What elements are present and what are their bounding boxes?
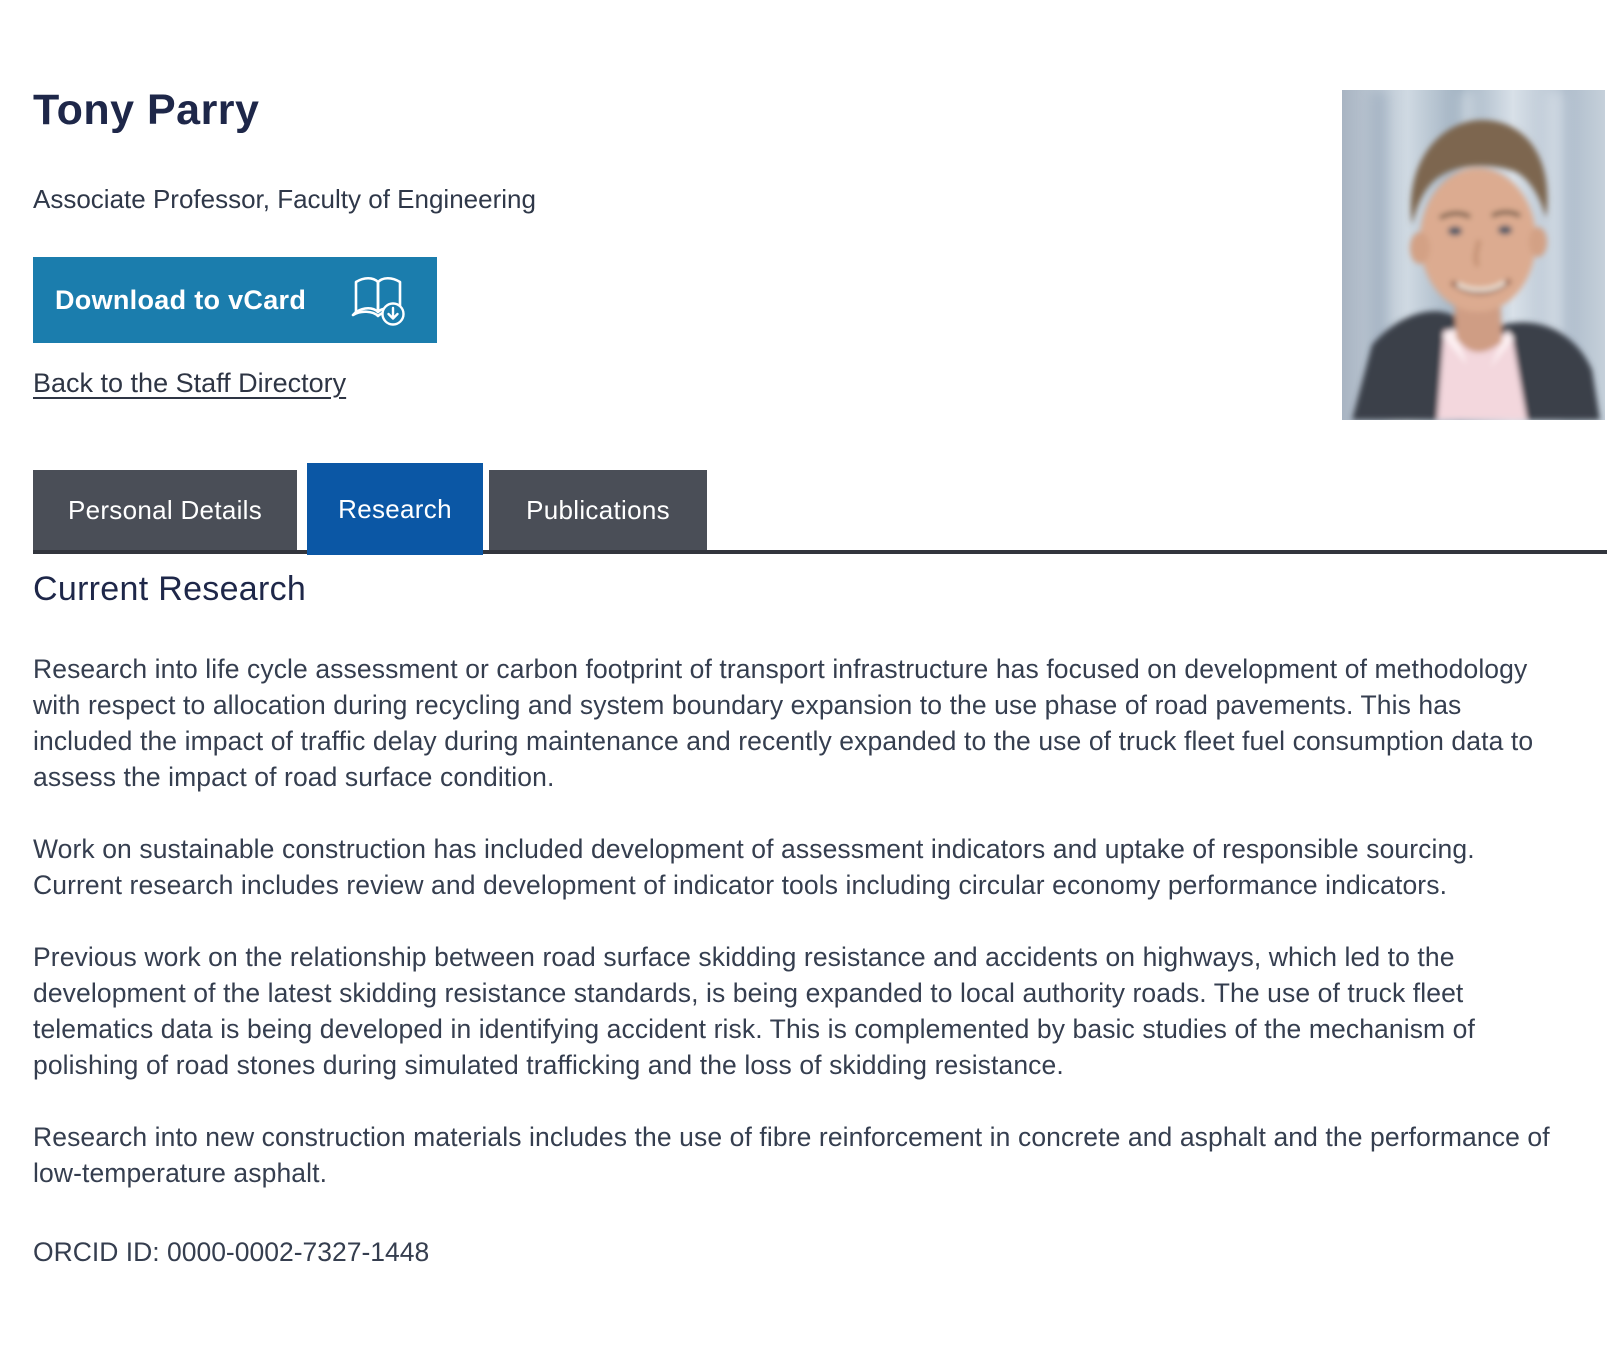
research-paragraph: Research into new construction materials includes the use of fibre reinforcement in concrete and asphalt and the performance of low-temperature asphalt. [33,1122,1550,1188]
profile-photo [1342,90,1605,420]
research-paragraph: Research into life cycle assessment or carbon footprint of transport infrastructure has focused on development of methodology with respect to allocation during recycling and system boundary expansion to the use phase of road pavements. This has included the impact of traffic delay during maintenance and recently expanded to the use of truck fleet fuel consumption data to assess the impact of road surface condition. [33,654,1534,792]
section-heading: Current Research [33,570,307,608]
download-vcard-button[interactable] [33,257,437,343]
back-to-staff-directory-link[interactable]: Back to the Staff Directory [33,368,347,398]
vcard-book-download-icon [351,274,409,326]
profile-role: Associate Professor, Faculty of Engineering [33,184,536,214]
orcid-id: ORCID ID: 0000-0002-7327-1448 [33,1237,430,1267]
tabbar-underline [33,550,1607,554]
page-title: Tony Parry [33,86,260,134]
research-paragraph: Work on sustainable construction has included development of assessment indicators and uptake of responsible sourcing. Current research includes review and development of indicator tools including circular economy performance indicators. [33,834,1475,900]
tab-publications[interactable]: Publications [489,470,707,550]
research-paragraph: Previous work on the relationship between road surface skidding resistance and accidents on highways, which led to the development of the latest skidding resistance standards, is being expanded to local authority roads. The use of truck fleet telematics data is being developed in identifying accident risk. This is complemented by basic studies of the mechanism of polishing of road stones during simulated trafficking and the loss of skidding resistance. [33,942,1475,1080]
tab-research[interactable]: Research [307,463,483,555]
research-tab-content [33,570,1553,1268]
download-vcard-label: Download to vCard [55,284,307,315]
profile-tabbar [33,463,1607,555]
tab-personal-details[interactable]: Personal Details [33,470,297,550]
